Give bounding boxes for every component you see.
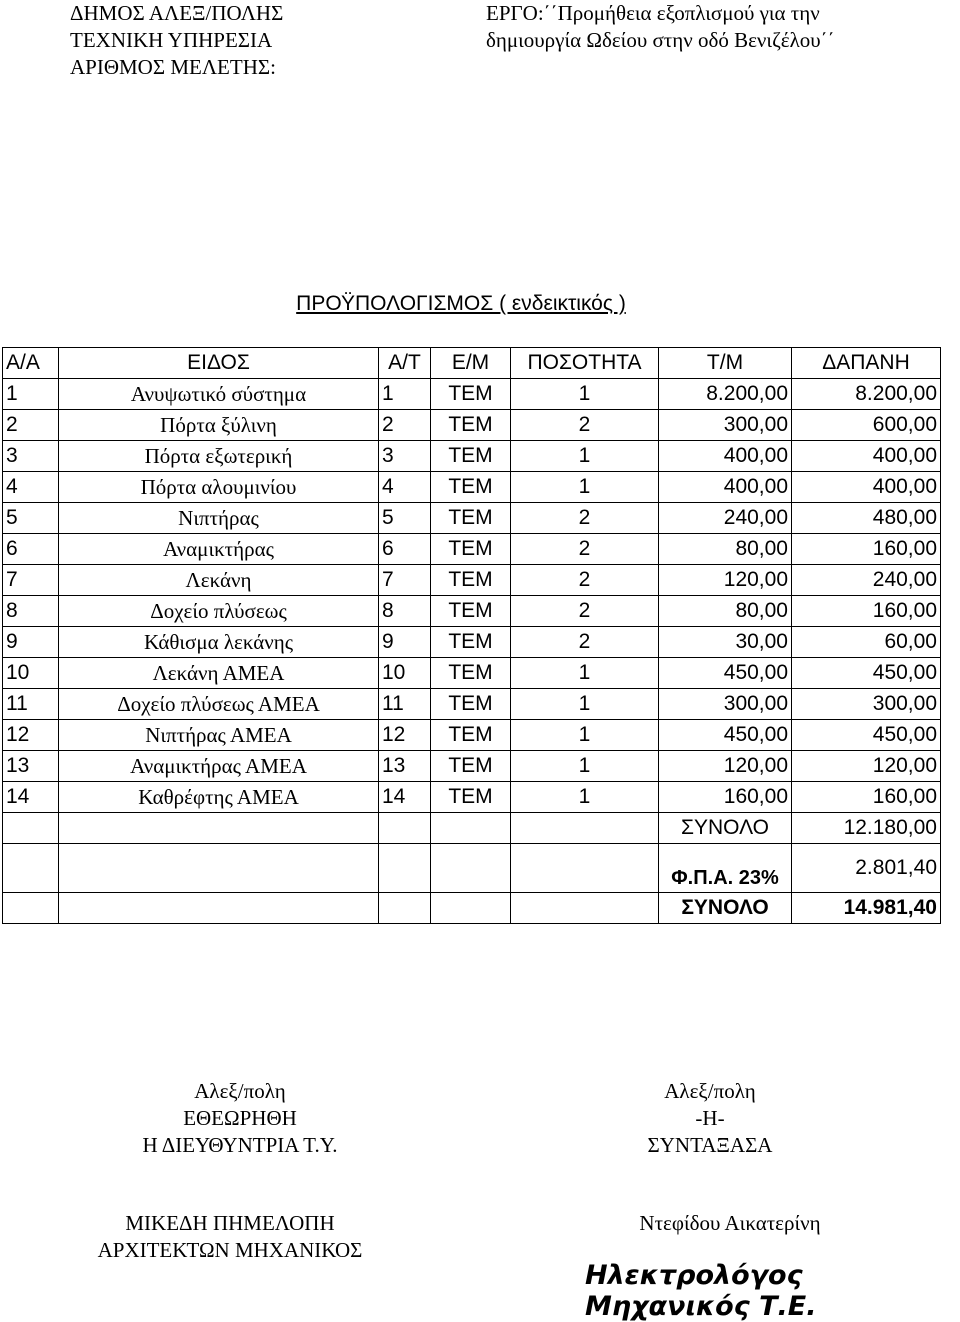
approver-title: ΑΡΧΙΤΕΚΤΩΝ ΜΗΧΑΝΙΚΟΣ [97, 1238, 363, 1262]
item-unit: ΤΕΜ [431, 658, 511, 689]
row-number: 8 [3, 596, 59, 627]
header-at: Α/Τ [379, 348, 431, 379]
item-code: 4 [379, 472, 431, 503]
document-title-text: ΠΡΟΫΠΟΛΟΓΙΣΜΟΣ ( ενδεικτικός ) [296, 292, 626, 315]
item-unit-price: 120,00 [659, 751, 792, 782]
item-unit: ΤΕΜ [431, 534, 511, 565]
item-unit-price: 300,00 [659, 689, 792, 720]
item-name: Νιπτήρας [59, 503, 379, 534]
item-quantity: 2 [511, 503, 659, 534]
technical-service: ΤΕΧΝΙΚΗ ΥΠΗΡΕΣΙΑ [70, 28, 273, 52]
approval-status: ΕΘΕΩΡΗΘΗ [183, 1106, 297, 1130]
table-row [3, 720, 941, 751]
item-unit-price: 160,00 [659, 782, 792, 813]
item-unit-price: 30,00 [659, 627, 792, 658]
header-cost: ΔΑΠΑΝΗ [792, 348, 941, 379]
author-title: Ηλεκτρολόγος Μηχανικός Τ.Ε. [585, 1260, 817, 1322]
item-name: Λεκάνη ΑΜΕΑ [59, 658, 379, 689]
item-unit: ΤΕΜ [431, 472, 511, 503]
table-row [3, 534, 941, 565]
item-cost: 400,00 [792, 472, 941, 503]
item-unit-price: 8.200,00 [659, 379, 792, 410]
approver-name-block [80, 1210, 380, 1264]
table-row [3, 658, 941, 689]
item-unit: ΤΕΜ [431, 596, 511, 627]
item-cost: 450,00 [792, 658, 941, 689]
row-number: 10 [3, 658, 59, 689]
item-code: 5 [379, 503, 431, 534]
item-cost: 480,00 [792, 503, 941, 534]
vat-row [3, 844, 941, 893]
item-name: Λεκάνη [59, 565, 379, 596]
item-cost: 450,00 [792, 720, 941, 751]
author-signature-block [590, 1078, 830, 1159]
item-unit: ΤΕΜ [431, 441, 511, 472]
item-cost: 8.200,00 [792, 379, 941, 410]
author-article: -Η- [695, 1106, 725, 1130]
table-row [3, 751, 941, 782]
item-quantity: 1 [511, 751, 659, 782]
table-row [3, 565, 941, 596]
total-value: 14.981,40 [792, 893, 941, 924]
approval-role: Η ΔΙΕΥΘΥΝΤΡΙΑ Τ.Υ. [142, 1133, 338, 1157]
table-row [3, 782, 941, 813]
project-title-line-1: ΕΡΓΟ:΄΄Προμήθεια εξοπλισμού για την [486, 1, 820, 25]
item-quantity: 1 [511, 782, 659, 813]
table-row [3, 441, 941, 472]
item-cost: 160,00 [792, 596, 941, 627]
row-number: 14 [3, 782, 59, 813]
item-quantity: 2 [511, 565, 659, 596]
vat-value: 2.801,40 [792, 844, 941, 893]
total-label: ΣΥΝΟΛΟ [659, 893, 792, 924]
item-cost: 400,00 [792, 441, 941, 472]
table-row [3, 689, 941, 720]
table-header-row [3, 348, 941, 379]
item-quantity: 1 [511, 658, 659, 689]
budget-table [2, 347, 941, 924]
item-name: Αναμικτήρας ΑΜΕΑ [59, 751, 379, 782]
item-name: Ανυψωτικό σύστημα [59, 379, 379, 410]
subtotal-row [3, 813, 941, 844]
header-quantity: ΠΟΣΟΤΗΤΑ [511, 348, 659, 379]
item-unit-price: 300,00 [659, 410, 792, 441]
item-cost: 160,00 [792, 782, 941, 813]
row-number: 4 [3, 472, 59, 503]
item-unit-price: 400,00 [659, 472, 792, 503]
item-name: Πόρτα ξύλινη [59, 410, 379, 441]
row-number: 11 [3, 689, 59, 720]
item-name: Πόρτα εξωτερική [59, 441, 379, 472]
item-cost: 240,00 [792, 565, 941, 596]
item-code: 14 [379, 782, 431, 813]
item-quantity: 1 [511, 379, 659, 410]
item-code: 8 [379, 596, 431, 627]
study-number-label: ΑΡΙΘΜΟΣ ΜΕΛΕΤΗΣ: [70, 55, 276, 79]
row-number: 9 [3, 627, 59, 658]
item-quantity: 2 [511, 534, 659, 565]
municipality-name: ΔΗΜΟΣ ΑΛΕΞ/ΠΟΛΗΣ [70, 1, 284, 25]
table-row [3, 503, 941, 534]
item-unit-price: 450,00 [659, 658, 792, 689]
item-unit: ΤΕΜ [431, 751, 511, 782]
item-unit: ΤΕΜ [431, 689, 511, 720]
item-cost: 60,00 [792, 627, 941, 658]
table-row [3, 410, 941, 441]
author-place: Αλεξ/πολη [664, 1079, 756, 1103]
item-quantity: 1 [511, 472, 659, 503]
item-code: 2 [379, 410, 431, 441]
item-code: 3 [379, 441, 431, 472]
item-unit-price: 450,00 [659, 720, 792, 751]
item-cost: 120,00 [792, 751, 941, 782]
item-name: Δοχείο πλύσεως ΑΜΕΑ [59, 689, 379, 720]
row-number: 13 [3, 751, 59, 782]
row-number: 6 [3, 534, 59, 565]
item-quantity: 1 [511, 720, 659, 751]
item-unit-price: 240,00 [659, 503, 792, 534]
approver-name: ΜΙΚΕΔΗ ΠΗΜΕΛΟΠΗ [125, 1211, 335, 1235]
project-title-line-2: δημιουργία Ωδείου στην οδό Βενιζέλου΄΄ [486, 28, 835, 52]
item-quantity: 1 [511, 689, 659, 720]
row-number: 7 [3, 565, 59, 596]
table-row [3, 472, 941, 503]
header-left [70, 0, 283, 81]
header-item: ΕΙΔΟΣ [59, 348, 379, 379]
item-quantity: 2 [511, 596, 659, 627]
item-cost: 600,00 [792, 410, 941, 441]
item-code: 10 [379, 658, 431, 689]
header-unit-price: Τ/Μ [659, 348, 792, 379]
approval-place: Αλεξ/πολη [194, 1079, 286, 1103]
item-cost: 300,00 [792, 689, 941, 720]
item-code: 13 [379, 751, 431, 782]
item-unit: ΤΕΜ [431, 720, 511, 751]
item-unit-price: 120,00 [659, 565, 792, 596]
table-row [3, 596, 941, 627]
item-code: 9 [379, 627, 431, 658]
row-number: 3 [3, 441, 59, 472]
author-name: Ντεφίδου Αικατερίνη [639, 1211, 821, 1235]
item-unit-price: 400,00 [659, 441, 792, 472]
row-number: 1 [3, 379, 59, 410]
item-quantity: 1 [511, 441, 659, 472]
item-unit: ΤΕΜ [431, 379, 511, 410]
item-code: 12 [379, 720, 431, 751]
subtotal-label: ΣΥΝΟΛΟ [659, 813, 792, 844]
subtotal-value: 12.180,00 [792, 813, 941, 844]
item-cost: 160,00 [792, 534, 941, 565]
item-code: 6 [379, 534, 431, 565]
table-row [3, 627, 941, 658]
header-unit: Ε/Μ [431, 348, 511, 379]
item-name: Καθρέφτης ΑΜΕΑ [59, 782, 379, 813]
approval-signature-block [100, 1078, 380, 1159]
document-title [0, 292, 922, 316]
item-name: Πόρτα αλουμινίου [59, 472, 379, 503]
header-aa: Α/Α [3, 348, 59, 379]
item-quantity: 2 [511, 627, 659, 658]
item-name: Νιπτήρας ΑΜΕΑ [59, 720, 379, 751]
item-name: Κάθισμα λεκάνης [59, 627, 379, 658]
item-code: 11 [379, 689, 431, 720]
item-unit: ΤΕΜ [431, 782, 511, 813]
row-number: 2 [3, 410, 59, 441]
table-row [3, 379, 941, 410]
item-unit-price: 80,00 [659, 534, 792, 565]
total-row [3, 893, 941, 924]
item-unit: ΤΕΜ [431, 410, 511, 441]
row-number: 5 [3, 503, 59, 534]
item-quantity: 2 [511, 410, 659, 441]
item-unit-price: 80,00 [659, 596, 792, 627]
item-unit: ΤΕΜ [431, 565, 511, 596]
item-name: Αναμικτήρας [59, 534, 379, 565]
item-code: 7 [379, 565, 431, 596]
vat-label: Φ.Π.Α. 23% [659, 844, 792, 893]
header-right [486, 0, 835, 54]
item-unit: ΤΕΜ [431, 627, 511, 658]
item-code: 1 [379, 379, 431, 410]
author-role: ΣΥΝΤΑΞΑΣΑ [647, 1133, 773, 1157]
item-name: Δοχείο πλύσεως [59, 596, 379, 627]
row-number: 12 [3, 720, 59, 751]
item-unit: ΤΕΜ [431, 503, 511, 534]
